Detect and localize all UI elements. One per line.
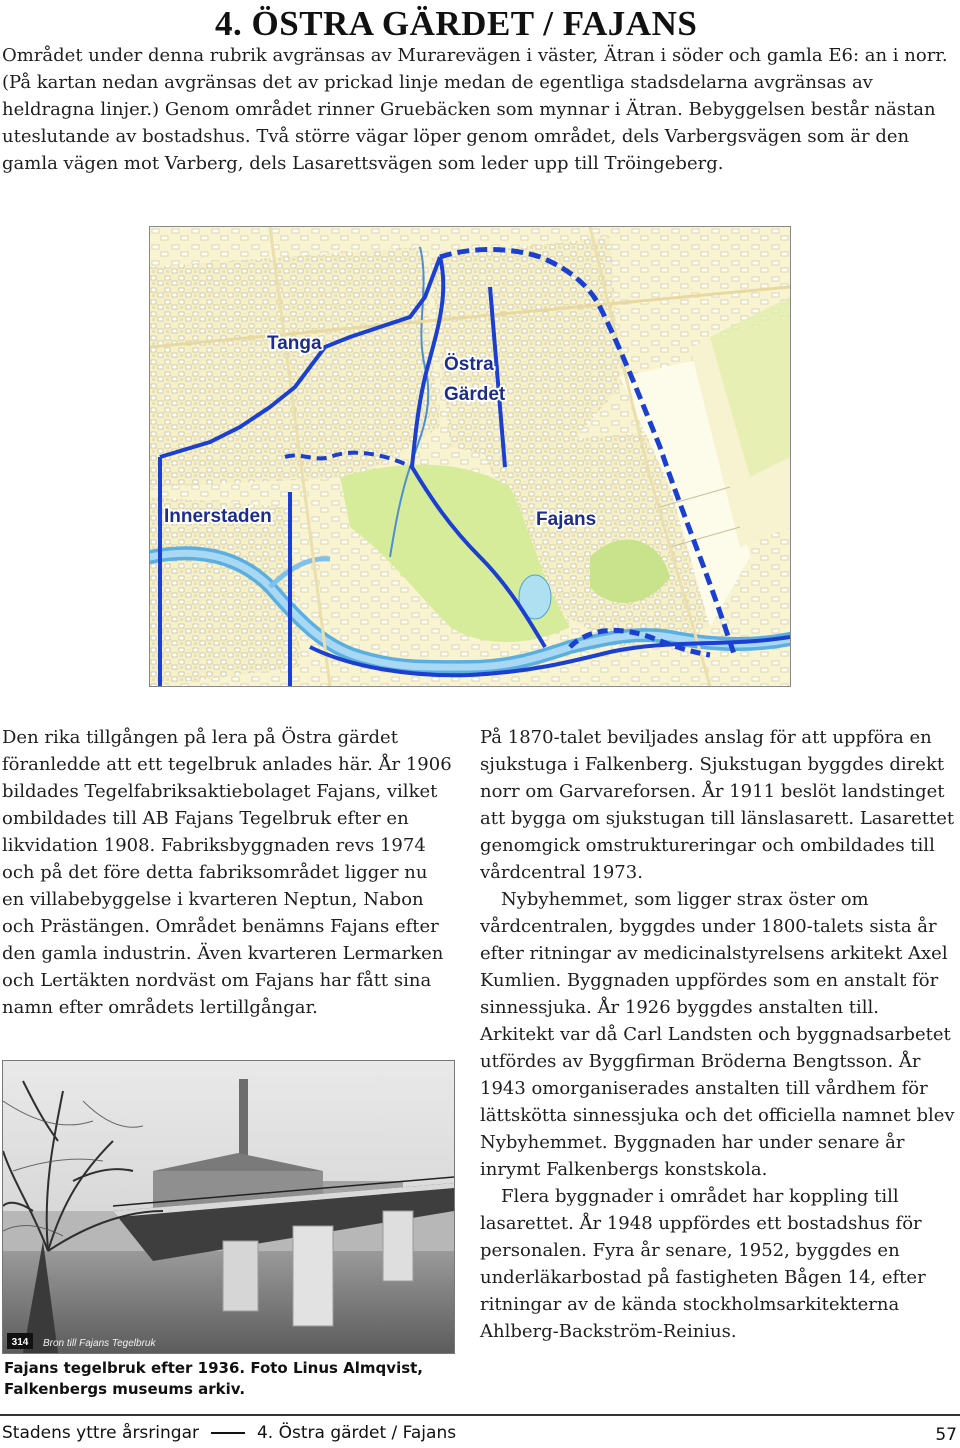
district-map — [149, 226, 791, 687]
photo-caption: Fajans tegelbruk efter 1936. Foto Linus Almqvist, Falkenbergs museums arkiv. — [4, 1359, 424, 1398]
map-label-tanga: Tanga — [267, 333, 322, 354]
page-number: 57 — [935, 1425, 957, 1445]
map-label-innerstaden: Innerstaden — [164, 506, 272, 527]
map-label-ostra: Östra — [444, 354, 494, 375]
footer-dash — [211, 1432, 245, 1434]
photo-stamp-number: 314 — [11, 1337, 29, 1348]
intro-paragraph: Området under denna rubrik avgränsas av Murarevägen i väster, Ätran i söder och gamla E6: an i norr. (På kartan nedan avgränsas det av prickad linje medan de egentliga stadsdelarna avgränsas av heldragna linjer.) Genom området rinner Gruebäcken som mynnar i Ätran. Bebyggelsen består nästan uteslutande av bostadshus. Två större vägar löper genom området, dels Varbergsvägen som är den gamla vägen mot Varberg, dels Lasarettsvägen som leder upp till Tröingeberg. — [2, 45, 948, 174]
left-paragraph: Den rika tillgången på lera på Östra gärdet föranledde att ett tegelbruk anlades här. År 1906 bildades Tegelfabriksaktiebolaget Fajans, vilket ombildades till AB Fajans Tegelbruk efter en likvidation 1908. Fabriksbyggnaden revs 1974 och på det före detta fabriksområdet ligger nu en villabebyggelse i kvarteren Neptun, Nabon och Prästängen. Området benämns Fajans efter den gamla industrin. Även kvarteren Lermarken och Lertäkten nordväst om Fajans har fått sina namn efter områdets lertillgångar. — [2, 727, 452, 1018]
page-title: 4. ÖSTRA GÄRDET / FAJANS — [215, 4, 698, 43]
footer-section: 4. Östra gärdet / Fajans — [256, 1423, 457, 1443]
map-label-fajans: Fajans — [536, 509, 597, 530]
right-paragraph-3: Flera byggnader i området har koppling till lasarettet. År 1948 uppfördes ett bostadshus för personalen. Fyra år senare, 1952, byggdes en underläkarbostad på fastigheten Bågen 14, efter ritningar av de kända stockholmsarkitekterna Ahlberg-Backström-Reinius. — [480, 1186, 926, 1342]
right-paragraph-1: På 1870-talet beviljades anslag för att uppföra en sjukstuga i Falkenberg. Sjukstugan byggdes direkt norr om Garvareforsen. År 1911 beslöt landstinget att bygga om sjukstugan till länslasarett. Lasarettet genomgick omstruktureringar och ombildades till vårdcentral 1973. — [480, 727, 955, 883]
left-column — [2, 724, 454, 1021]
right-column — [480, 724, 956, 1345]
historic-photo — [2, 1060, 455, 1354]
footer-publication: Stadens yttre årsringar — [2, 1423, 199, 1443]
footer-running-title — [2, 1423, 456, 1443]
photo-inscription: Bron till Fajans Tegelbruk — [43, 1338, 156, 1349]
right-paragraph-2: Nybyhemmet, som ligger strax öster om vårdcentralen, byggdes under 1800-talets sista år efter ritningar av medicinalstyrelsens arkitekt Axel Kumlien. Byggnaden uppfördes som en anstalt för sinnessjuka. År 1926 byggdes anstalten till. Arkitekt var då Carl Landsten och byggnadsarbetet utfördes av Byggfirman Bröderna Bengtsson. År 1943 omorganiserades anstalten till vårdhem för lättskötta sinnessjuka och det officiella namnet blev Nybyhemmet. Byggnaden har under senare år inrymt Falkenbergs konstskola. — [480, 889, 955, 1180]
footer-rule — [0, 1414, 960, 1416]
map-label-gardet: Gärdet — [444, 384, 506, 405]
